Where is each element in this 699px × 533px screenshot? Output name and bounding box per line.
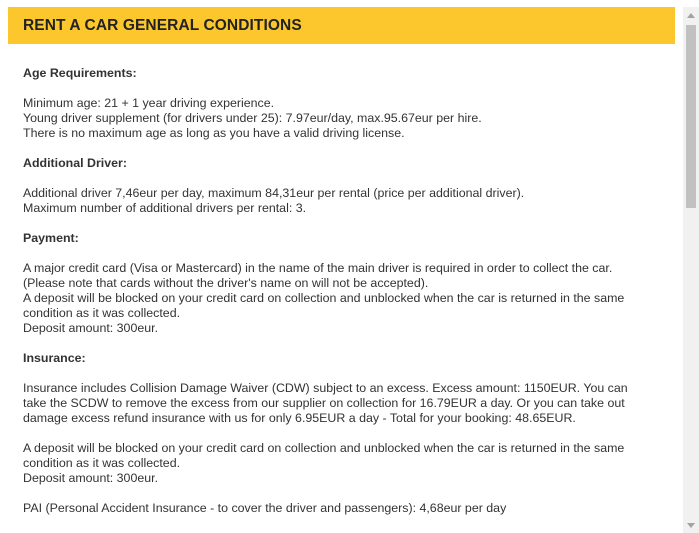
scroll-thumb[interactable] bbox=[686, 25, 696, 208]
age-line: There is no maximum age as long as you have a valid driving license. bbox=[23, 126, 405, 140]
insurance-line: take the SCDW to remove the excess from our supplier on collection for 16.79EUR a day. Or you can take out bbox=[23, 396, 625, 410]
scroll-down-icon[interactable] bbox=[683, 517, 699, 533]
conditions-content bbox=[8, 44, 675, 516]
insurance-deposit-line: condition as it was collected. bbox=[23, 456, 181, 470]
additional-driver-title: Additional Driver: bbox=[23, 156, 127, 170]
payment-line: A major credit card (Visa or Mastercard) in the name of the main driver is required in order to collect the car. bbox=[23, 261, 613, 275]
panel-header bbox=[8, 7, 675, 44]
payment-title: Payment: bbox=[23, 231, 79, 245]
vertical-scrollbar[interactable] bbox=[683, 7, 699, 533]
insurance-deposit-line: A deposit will be blocked on your credit card on collection and unblocked when the car is returned in the same bbox=[23, 441, 625, 455]
insurance-title: Insurance: bbox=[23, 351, 86, 365]
payment-line: Deposit amount: 300eur. bbox=[23, 321, 159, 335]
insurance-line: Insurance includes Collision Damage Waiver (CDW) subject to an excess. Excess amount: 1150EUR. You can bbox=[23, 381, 628, 395]
age-line: Young driver supplement (for drivers under 25): 7.97eur/day, max.95.67eur per hire. bbox=[23, 111, 482, 125]
pai-line: PAI (Personal Accident Insurance - to cover the driver and passengers): 4,68eur per day bbox=[23, 501, 507, 515]
conditions-panel bbox=[8, 7, 675, 533]
insurance-line: damage excess refund insurance with us for only 6.95EUR a day - Total for your booking: 48.65EUR. bbox=[23, 411, 576, 425]
age-requirements-title: Age Requirements: bbox=[23, 66, 137, 80]
age-line: Minimum age: 21 + 1 year driving experience. bbox=[23, 96, 275, 110]
scroll-up-icon[interactable] bbox=[683, 7, 699, 23]
payment-line: condition as it was collected. bbox=[23, 306, 181, 320]
page-title: RENT A CAR GENERAL CONDITIONS bbox=[23, 16, 302, 34]
additional-driver-line: Maximum number of additional drivers per rental: 3. bbox=[23, 201, 307, 215]
payment-line: (Please note that cards without the driver's name on will not be accepted). bbox=[23, 276, 429, 290]
insurance-deposit-line: Deposit amount: 300eur. bbox=[23, 471, 159, 485]
payment-line: A deposit will be blocked on your credit card on collection and unblocked when the car is returned in the same bbox=[23, 291, 625, 305]
additional-driver-line: Additional driver 7,46eur per day, maximum 84,31eur per rental (price per additional driver). bbox=[23, 186, 525, 200]
